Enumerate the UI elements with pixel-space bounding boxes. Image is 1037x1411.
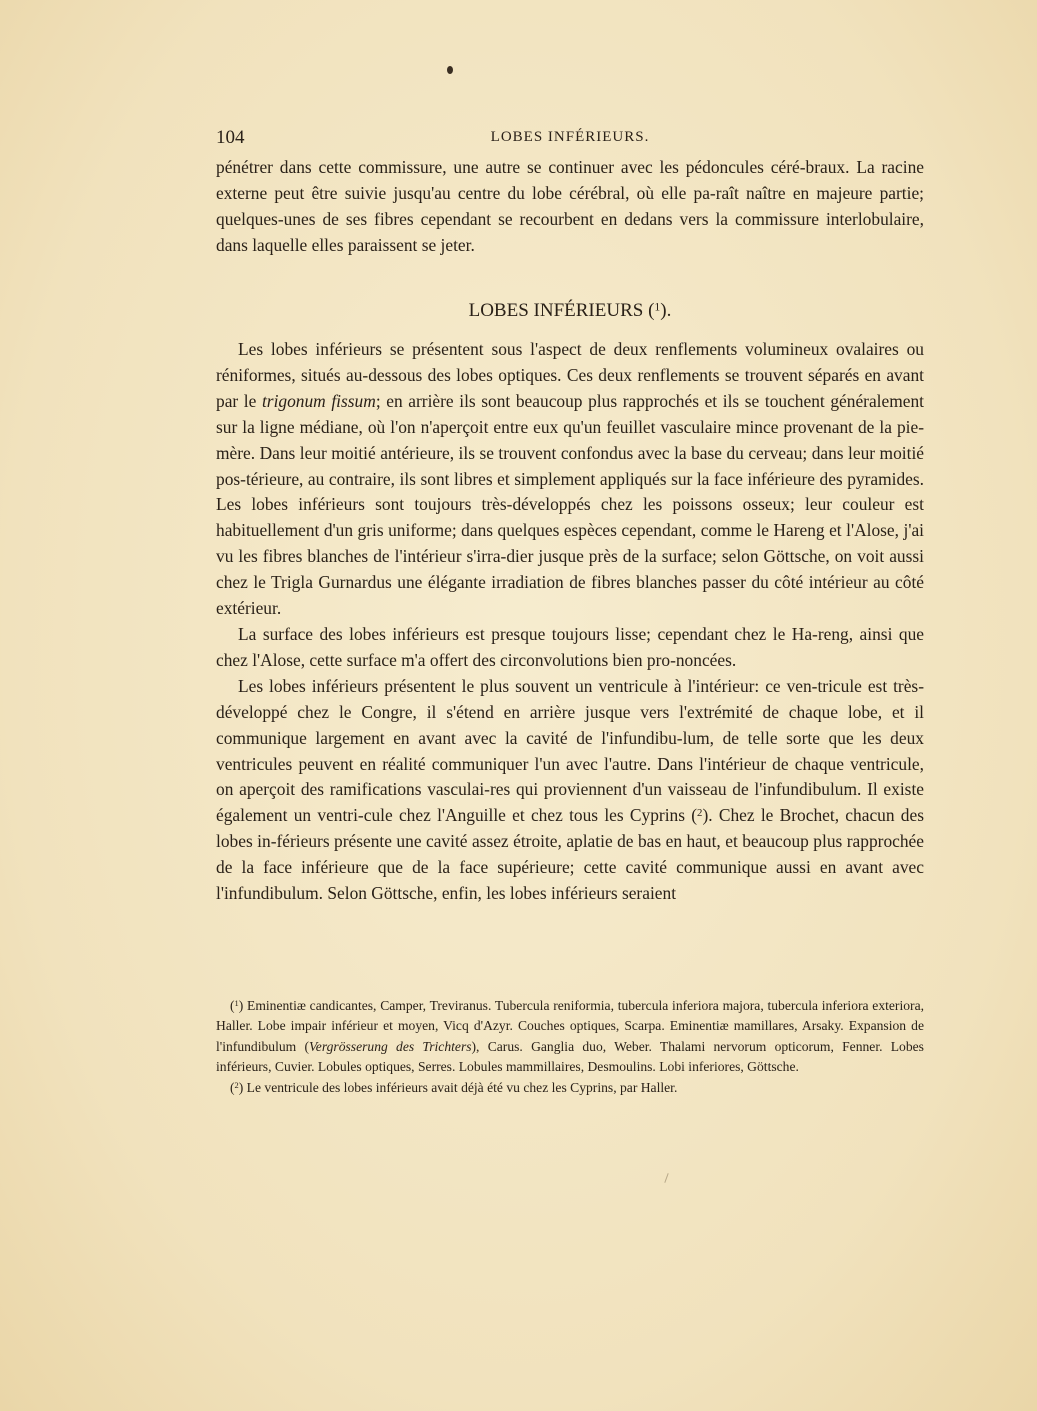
footnote-2-number: 2 [234, 1079, 239, 1090]
section-title-close: ). [660, 300, 672, 321]
paragraph-3-part-1: Les lobes inférieurs présentent le plus souvent un ventricule à l'intérieur: ce ven-tricule est très-développé chez le Congre, il s'étend en arrière jusque vers l'extrémité de chaque lobe, et il communique largement en avant avec la cavité de l'infundibu-lum, de telle sorte que les deux ventricules peuvent en réalité communiquer l'un avec l'autre. Dans l'intérieur de chaque ventricule, on aperçoit des ramifications vasculai-res qui proviennent d'un vaisseau de l'infundibulum. Il existe également un ventri-cule chez l'Anguille et chez tous les Cyprins ( [216, 675, 924, 826]
footnote-ref-2: 2 [697, 807, 703, 820]
paragraph-2: La surface des lobes inférieurs est presque toujours lisse; cependant chez le Ha-reng, ainsi que chez l'Alose, cette surface m'a offert des circonvolutions bien pro-noncées. [216, 623, 924, 670]
paragraph-1-italic: trigonum fissum [261, 390, 376, 411]
footnote-2-open: ( [230, 1079, 235, 1095]
footnote-1 [216, 996, 924, 1078]
carryover-paragraph [216, 155, 924, 259]
footnote-ref-1: 1 [654, 300, 661, 314]
section-title-text: LOBES INFÉRIEURS ( [468, 300, 655, 321]
page-header [216, 127, 924, 151]
footnote-1-italic: Vergrösserung des Trichters [309, 1038, 472, 1054]
carryover-text: pénétrer dans cette commissure, une autre se continuer avec les pédoncules céré-braux. La racine externe peut être suivie jusqu'au centre du lobe cérébral, où elle pa-raît naître en majeure partie; quelques-unes de ses fibres cependant se recourbent en dedans vers la commissure interlobulaire, dans laquelle elles paraissent se jeter. [216, 157, 924, 255]
footnote-2 [216, 1078, 924, 1098]
footnote-2-text: ) Le ventricule des lobes inférieurs avait déjà été vu chez les Cyprins, par Haller. [238, 1079, 678, 1095]
footnote-1-open: ( [230, 998, 235, 1013]
paragraph-1 [216, 337, 924, 622]
body-text [216, 337, 924, 907]
paragraph-1-part-1: Les lobes inférieurs se présentent sous l'aspect de deux renflements volumineux ovalaires ou réniformes, situés au-dessous des lobes optiques. Ces deux renflements se trouvent séparés en avant par le [216, 339, 924, 411]
page-number: 104 [216, 127, 245, 148]
footnotes [216, 996, 924, 1098]
paragraph-3-part-2: ). Chez le Brochet, chacun des lobes in-férieurs présente une cavité assez étroite, aplatie de bas en haut, et beaucoup plus rapprochée de la face inférieure que de la face supérieure; cette cavité communique aussi en avant avec l'infundibulum. Selon Göttsche, enfin, les lobes inférieurs seraient [216, 805, 924, 904]
paragraph-1-part-2: ; en arrière ils sont beaucoup plus rapprochés et ils se touchent généralement sur la ligne médiane, où l'on n'aperçoit entre eux qu'un feuillet vasculaire mince provenant de la pie-mère. Dans leur moitié antérieure, ils se trouvent confondus avec la base du cerveau; dans leur moitié pos-térieure, au contraire, ils sont libres et simplement appliqués sur la face inférieure des pyramides. Les lobes inférieurs sont toujours très-développés chez les poissons osseux; leur couleur est habituellement d'un gris uniforme; dans quelques espèces cependant, comme le Hareng et l'Alose, j'ai vu les fibres blanches de l'intérieur s'irra-dier jusque près de la surface; selon Göttsche, on voit aussi chez le Trigla Gurnardus une élégante irradiation de fibres blanches passer du côté intérieur au côté extérieur. [216, 390, 925, 619]
stray-mark [664, 1173, 668, 1183]
footnote-1-text-2: ), Carus. Ganglia duo, Weber. Thalami nervorum opticorum, Fenner. Lobes inférieurs, Cuvier. Lobules optiques, Serres. Lobules mammillaires, Desmoulins. Lobi inferiores, Göttsche. [216, 1038, 924, 1075]
paragraph-3 [216, 674, 924, 907]
running-title: LOBES INFÉRIEURS. [490, 129, 650, 145]
footnote-1-number: 1 [234, 998, 239, 1009]
footnote-1-text-1: ) Eminentiæ candicantes, Camper, Treviranus. Tubercula reniformia, tubercula inferiora majora, tubercula inferiora exteriora, Haller. Lobe impair inférieur et moyen, Vicq d'Azyr. Couches optiques, Scarpa. Eminentiæ mamillares, Arsaky. Expansion de l'infundibulum ( [216, 998, 924, 1054]
section-title [216, 300, 924, 322]
ink-dot [447, 66, 453, 74]
